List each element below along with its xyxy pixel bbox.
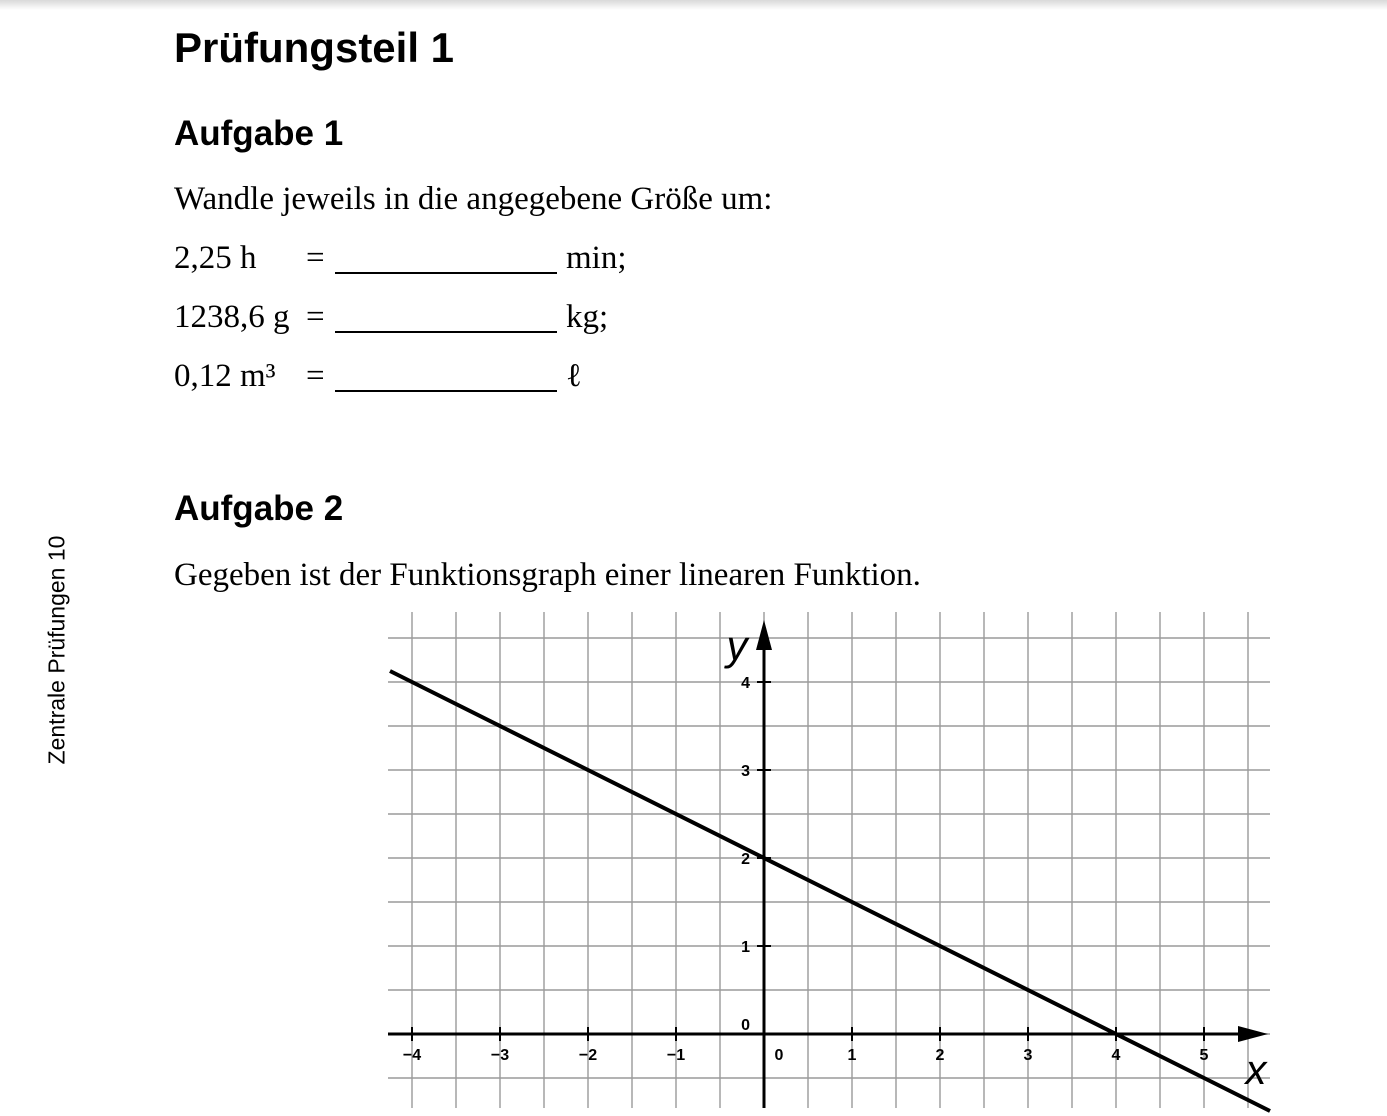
x-axis-arrow [1238,1026,1268,1042]
conversion-quantity: 0,12 m³ [174,358,276,394]
x-tick-label: 3 [1023,1047,1033,1064]
x-tick-label: 0 [774,1047,784,1064]
x-tick-label: −2 [578,1047,598,1064]
conversion-quantity: 1238,6 g [174,299,290,335]
task1-instruction: Wandle jeweils in die angegebene Größe um: [174,181,773,217]
task2-title: Aufgabe 2 [174,489,344,528]
y-axis-label: y [726,622,748,669]
y-tick-label: 4 [741,675,750,692]
x-tick-label: 1 [847,1047,857,1064]
y-tick-label: 1 [741,939,750,956]
x-axis-label: x [1245,1046,1267,1093]
equals-sign: = [306,299,325,335]
x-tick-label: 5 [1199,1047,1209,1064]
y-tick-label: 3 [741,763,750,780]
section-title: Prüfungsteil 1 [174,24,455,71]
task1-title: Aufgabe 1 [174,114,344,153]
conversion-quantity: 2,25 h [174,240,257,276]
x-tick-label: −3 [490,1047,510,1064]
side-header-label: Zentrale Prüfungen 10 [43,535,70,765]
task2-text: Gegeben ist der Funktionsgraph einer linearen Funktion. [174,557,921,593]
x-tick-label: 4 [1111,1047,1121,1064]
target-unit: ℓ [566,358,582,394]
equals-sign: = [306,240,325,276]
y-tick-label: 2 [741,851,750,868]
y-tick-label: 0 [741,1017,750,1034]
function-line [390,671,1270,1111]
target-unit: min; [566,240,627,276]
target-unit: kg; [566,299,609,335]
y-axis-arrow [756,620,772,650]
equals-sign: = [306,358,325,394]
x-tick-label: −4 [402,1047,422,1064]
x-tick-label: −1 [666,1047,686,1064]
x-tick-label: 2 [935,1047,945,1064]
